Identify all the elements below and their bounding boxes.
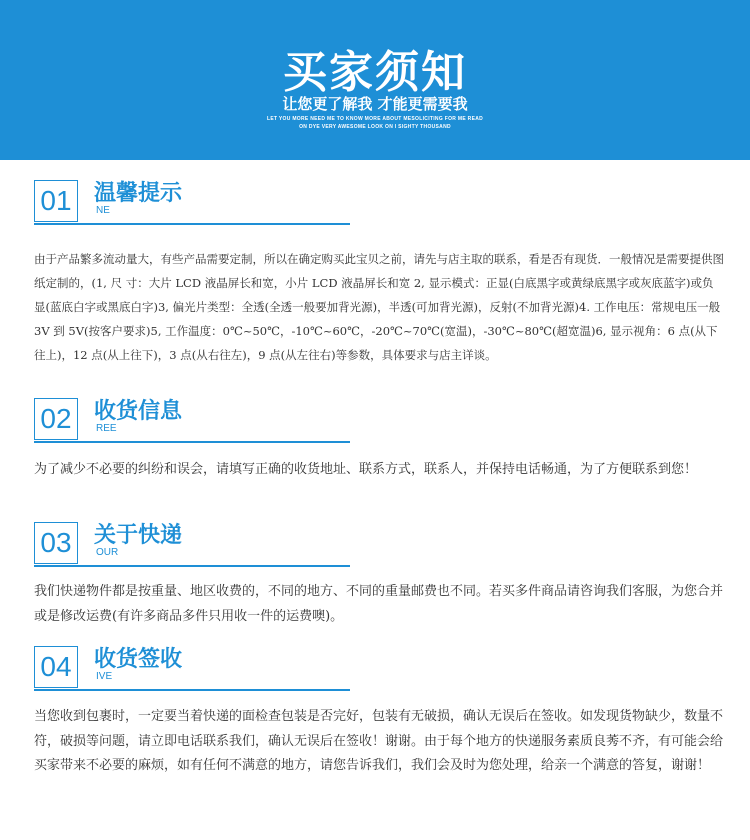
header-banner <box>0 0 750 160</box>
section-underline <box>34 223 350 225</box>
section-english-label: NE <box>96 205 110 216</box>
section-3-header <box>34 522 350 566</box>
section-title: 收货信息 <box>94 399 183 424</box>
banner-subtitle: 让您更了解我 才能更需要我 <box>282 95 468 113</box>
section-2-header <box>34 398 350 442</box>
section-number: 04 <box>40 651 72 682</box>
section-underline <box>34 441 350 443</box>
section-english-label: OUR <box>96 547 119 558</box>
section-number: 01 <box>40 185 72 216</box>
section-english-label: IVE <box>96 671 113 682</box>
section-1-text: 由于产品繁多流动量大，有些产品需要定制，所以在确定购买此宝贝之前，请先与店主取的联系，看是否有现货．一般情况是需要提供图纸定制的，(1, 尺 寸：大片 LCD 液晶屏长和宽，小片 LCD 液晶屏长和宽 2, 显示模式：正显(白底黑字或黄绿底黑字或灰底蓝字)或负显(蓝底白字或黑底白字)3, 偏光片类型：全透(全透一般要加背光源)，半透(可加背光源)，反射(不加背光源)4. 工作电压：常规电压一般 3V 到 5V(按客户要求)5, 工作温度：0℃~50℃，-10℃~60℃，-20℃~70℃(宽温)，-30℃~80℃(超宽温)6, 显示视角：6 点(从下往上)，12 点(从上往下)，3 点(从右往左)，9 点(从左往右)等参数，具体要求与店主详谈。 <box>34 252 724 362</box>
section-number: 02 <box>40 403 72 434</box>
section-title: 收货签收 <box>94 647 183 672</box>
section-underline <box>34 689 350 691</box>
banner-title: 买家须知 <box>283 47 467 98</box>
section-title: 温馨提示 <box>94 181 183 206</box>
section-underline <box>34 565 350 567</box>
banner-english-line-1: LET YOU MORE NEED ME TO KNOW MORE ABOUT MESOLICITING FOR ME READ <box>266 116 484 122</box>
section-title: 关于快递 <box>94 523 183 548</box>
section-1-header <box>34 180 350 224</box>
section-number: 03 <box>40 527 72 558</box>
section-3-text: 我们快递物件都是按重量、地区收费的，不同的地方、不同的重量邮费也不同。若买多件商品请咨询我们客服，为您合并或是修改运费(有许多商品多件只用收一件的运费噢)。 <box>34 584 724 624</box>
banner-english-line-2: ON DYE VERY AWESOME LOOK ON I SIGHTY THOUSAND <box>299 124 451 130</box>
section-english-label: REE <box>96 423 117 434</box>
section-4-header <box>34 646 350 690</box>
section-2-text: 为了减少不必要的纠纷和误会，请填写正确的收货地址、联系方式，联系人，并保持电话畅通，为了方便联系到您！ <box>34 462 698 477</box>
section-4-text: 当您收到包裹时，一定要当着快递的面检查包装是否完好，包装有无破损，确认无误后在签收。如发现货物缺少，数量不符，破损等问题，请立即电话联系我们，确认无误后在签收！谢谢。由于每个地方的快递服务素质良莠不齐，有可能会给买家带来不必要的麻烦，如有任何不满意的地方，请您告诉我们，我们会及时为您处理，给亲一个满意的答复，谢谢！ <box>34 709 724 773</box>
